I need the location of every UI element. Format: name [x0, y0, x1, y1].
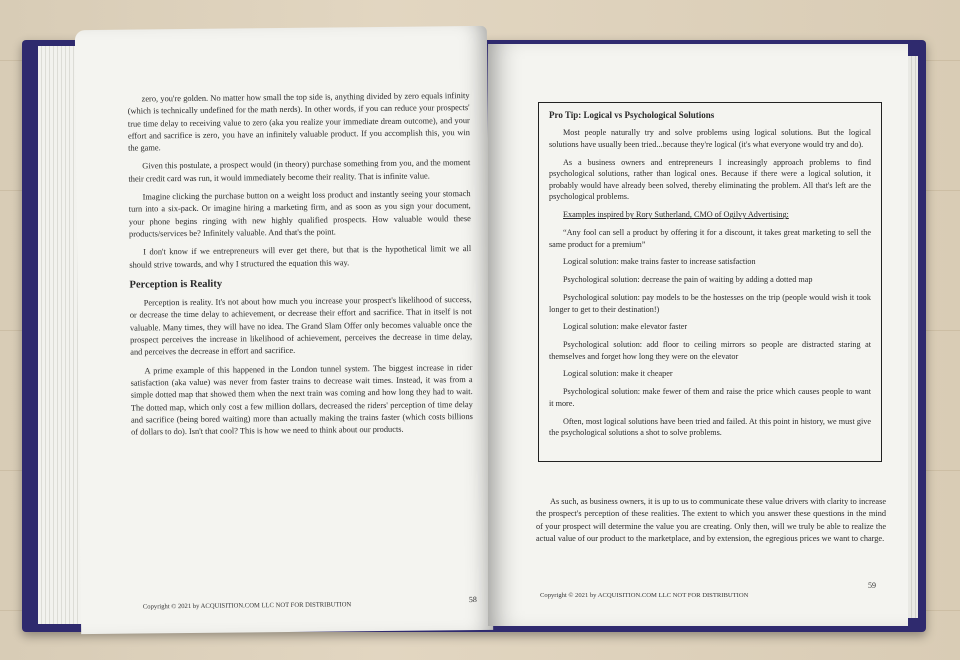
example-line: “Any fool can sell a product by offering it for a discount, it takes great marketing to sell the same product for a premium” [549, 228, 871, 249]
paragraph: Given this postulate, a prospect would (in theory) purchase something from you, and the moment their credit card was run, it would immediately become their reality. That is infinite value. [128, 158, 471, 184]
example-line: Psychological solution: decrease the pain of waiting by adding a dotted map [563, 275, 813, 285]
examples-heading: Examples inspired by Rory Sutherland, CMO of Ogilvy Advertising: [563, 210, 789, 220]
paragraph: Most people naturally try and solve problems using logical solutions. But the logical solutions have usually been tried...because they're logical (it's what everyone would try and do). [549, 128, 871, 149]
page-number-left: 58 [468, 594, 477, 605]
page-number-right: 59 [868, 581, 876, 590]
right-page [488, 44, 908, 626]
section-heading: Perception is Reality [129, 278, 223, 291]
example-line: Logical solution: make it cheaper [563, 369, 673, 379]
paragraph: A prime example of this happened in the London tunnel system. The biggest increase in rider satisfaction (aka value) was never from faster trains to decrease wait times. Instead, it was from a simple dotted map that showed them when the next train was coming and how long they had to wait. The dotted map, which only cost a few million dollars, decreased the riders' perception of time delay and sacrifice (being bored waiting) more than actually making the trains faster (which costs billions of dollars to do). Isn't that cool? This is how we need to think about our products. [130, 362, 473, 437]
paragraph: Imagine clicking the purchase button on a weight loss product and instantly seeing your stomach turn into a six-pack. Or imagine hiring a marketing firm, and as soon as you sign your document, your phone begins ringing with new highly qualified prospects. How valuable would these products/services be? Infinitely valuable. And that's the point. [128, 189, 471, 239]
paragraph: As such, as business owners, it is up to us to communicate these value drivers with clarity to increase the prospect's perception of these realities. The extent to which you answer these questions in the mind of your prospect will determine the value you are creating. Only then, will we truly be able to realize the actual value of our product to the marketplace, and by extension, the egregious prices we want to charge. [536, 497, 886, 544]
paragraph: I don't know if we entrepreneurs will ever get there, but that is the hypothetical limit we all should strive towards, and why I structured the equation this way. [129, 244, 472, 270]
page-footer-left: Copyright © 2021 by ACQUISITION.COM LLC NOT FOR DISTRIBUTION [142, 601, 352, 611]
paragraph: As a business owners and entrepreneurs I increasingly approach problems to find psychological solutions, rather than logical ones. Because if there were a logical solution, it probably would have already been solved, thereby eliminating the problem. All that's left are the psychological problems. [549, 157, 871, 202]
pro-tip-title: Pro Tip: Logical vs Psychological Solutions [549, 110, 715, 120]
example-line: Often, most logical solutions have been tried and failed. At this point in history, we must give the psychological solutions a shot to solve problems. [549, 416, 871, 438]
example-line: Psychological solution: make fewer of them and raise the price which causes people to want it more. [549, 387, 871, 408]
left-page-body [128, 90, 474, 445]
pro-tip-box [538, 102, 882, 462]
example-line: Psychological solution: pay models to be the hostesses on the trip (people would wish it took longer to get to their destination!) [549, 292, 871, 314]
left-page [75, 26, 493, 634]
example-line: Logical solution: make trains faster to increase satisfaction [563, 257, 756, 267]
example-line: Logical solution: make elevator faster [563, 322, 688, 332]
page-footer-right: Copyright © 2021 by ACQUISITION.COM LLC NOT FOR DISTRIBUTION [540, 592, 749, 599]
paragraph: zero, you're golden. No matter how small the top side is, anything divided by zero equals infinity (which is technically undefined for the math nerds). In other words, if you can reduce your prospects' true time delay to receiving value to zero (aka you realize your immediate dream outcome), and your effort and sacrifice is zero, you have an infinitely valuable product. If you accomplish this, you win the game. [127, 91, 470, 153]
example-line: Psychological solution: add floor to ceiling mirrors so people are distracted staring at themselves and forget how long they were on the elevator [549, 340, 871, 361]
closing-section [536, 496, 886, 546]
paragraph: Perception is reality. It's not about how much you increase your prospect's likelihood of success, or decrease the time delay to achievement, or decrease their effort and sacrifice. That in itself is not valuable. Many times, they will have no idea. The Grand Slam Offer only becomes valuable once the prospect perceives the increase in likelihood of achievement, perceives the decrease in time delay, and perceives the decrease in effort and sacrifice. [129, 295, 473, 357]
